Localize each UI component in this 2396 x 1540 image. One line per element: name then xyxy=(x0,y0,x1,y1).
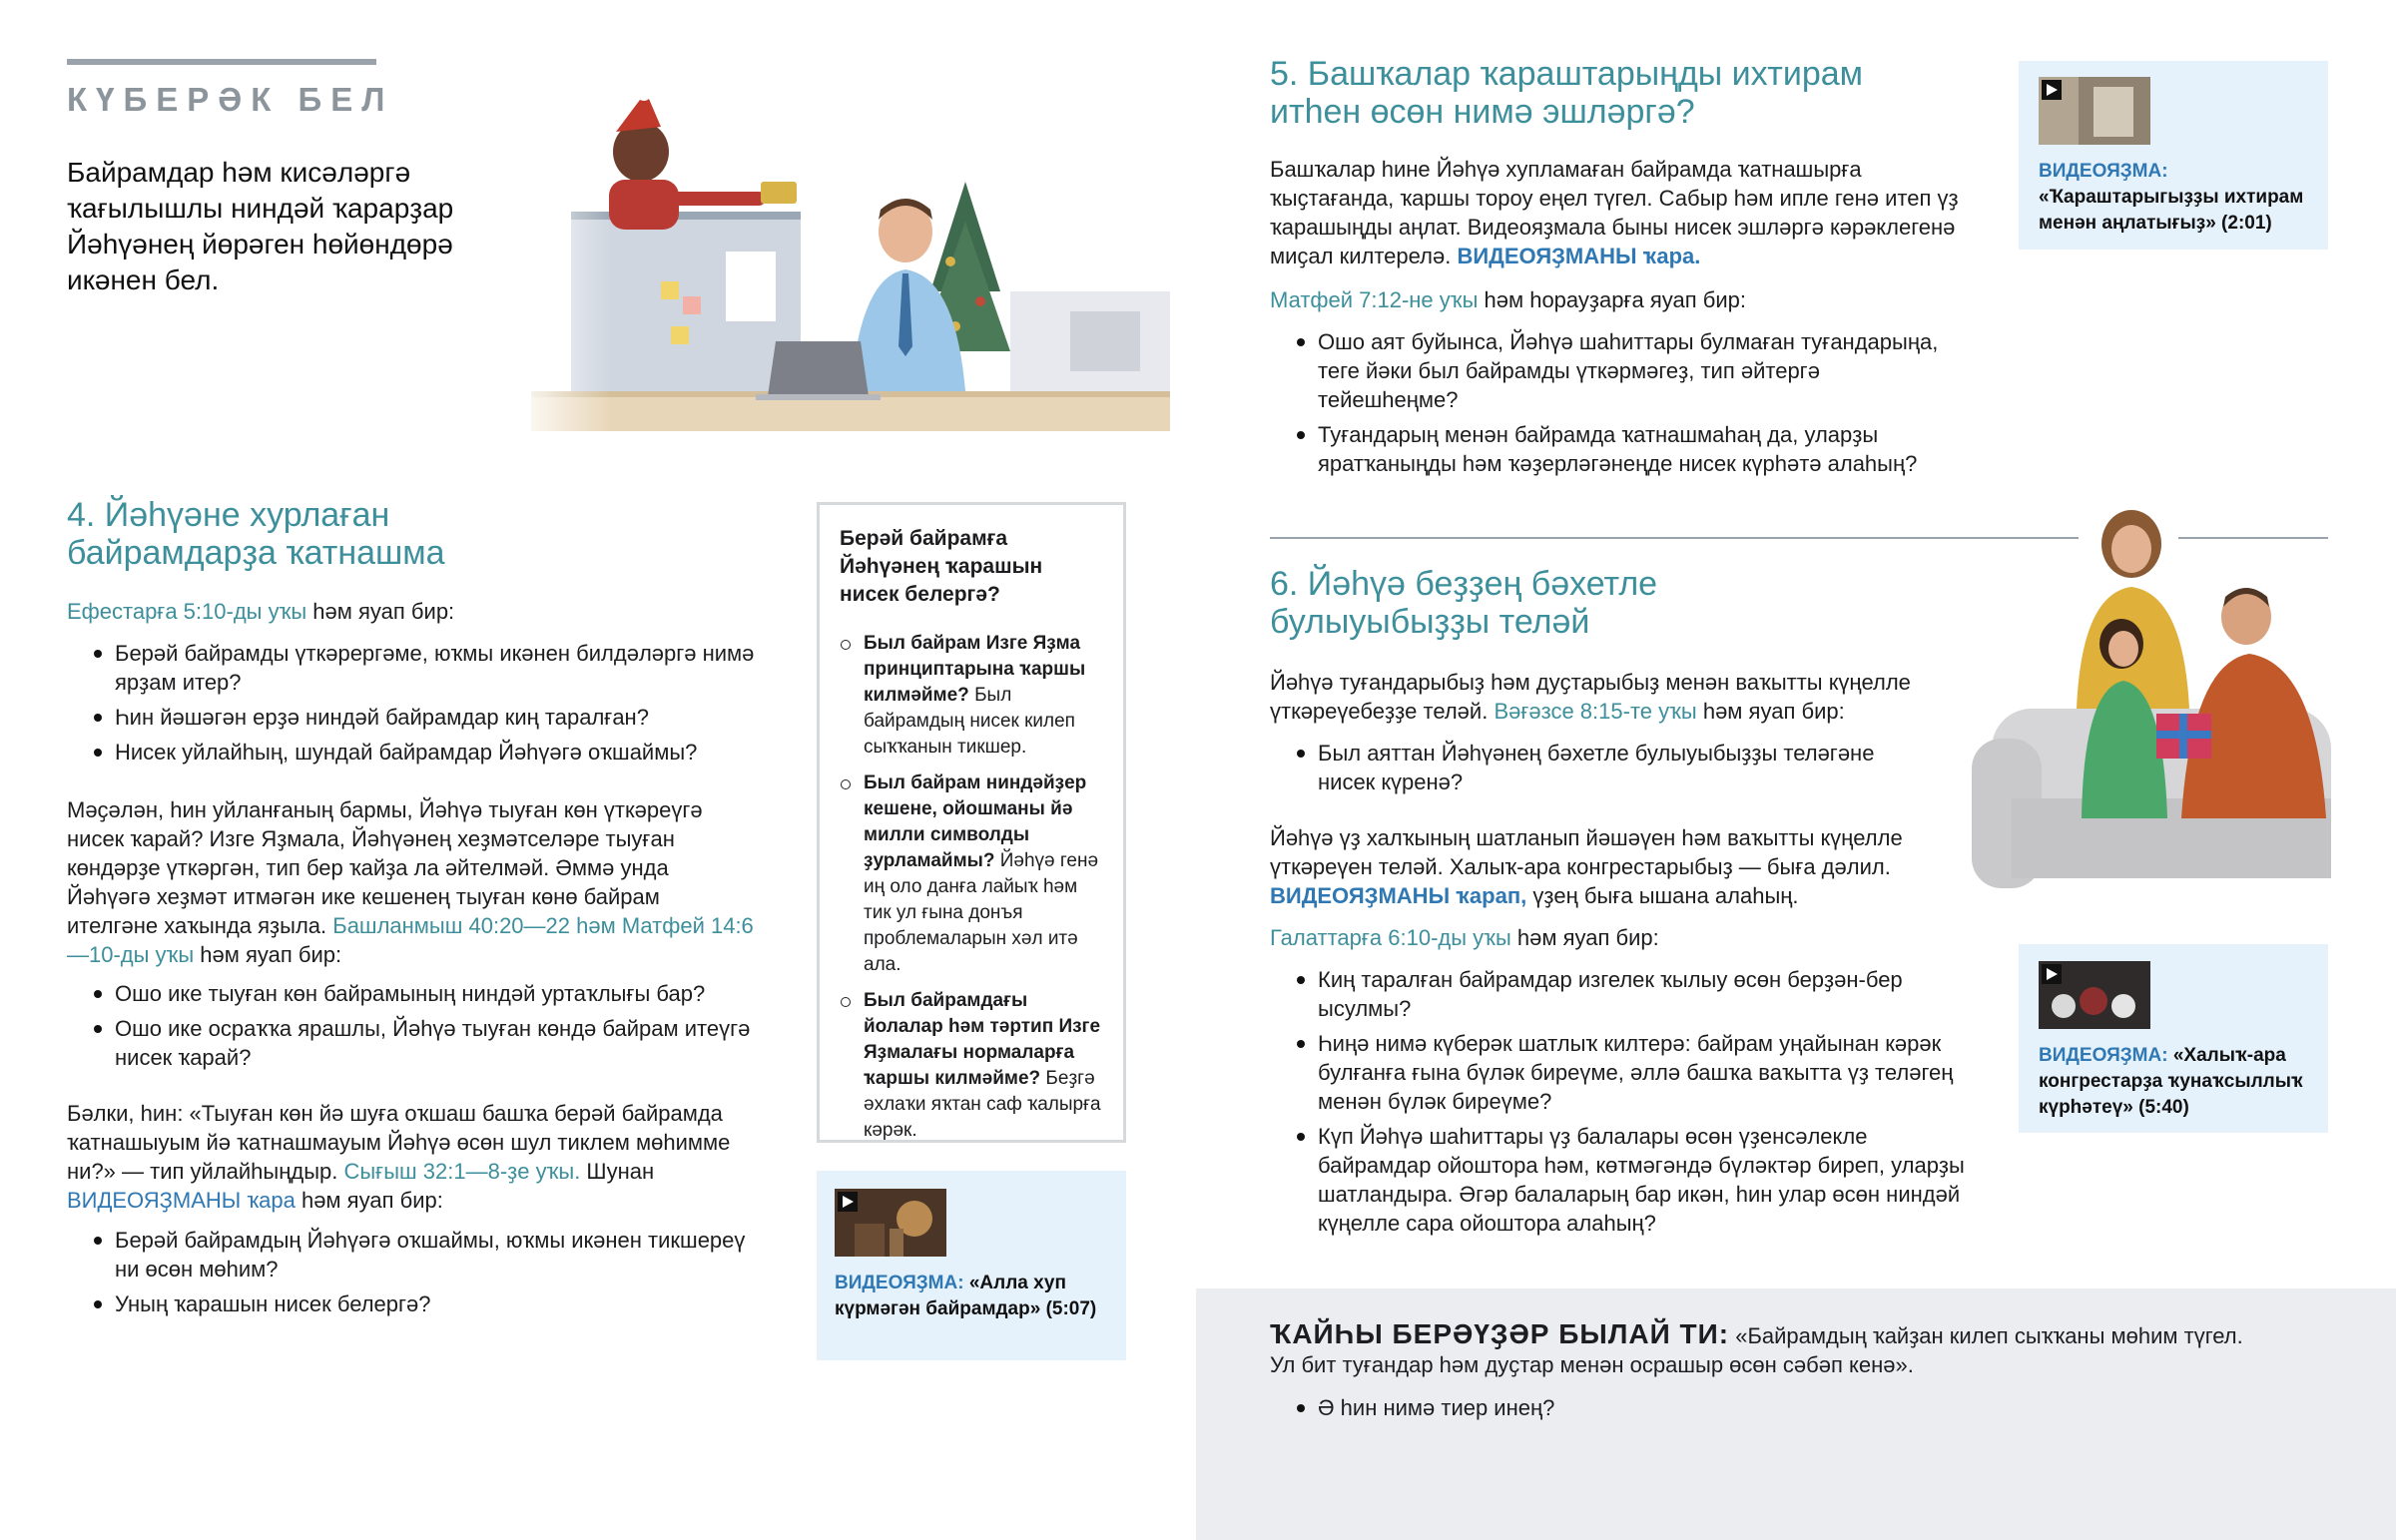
list-item: Нисек уйлайһың, шундай байрамдар Йәһүәгә оҡшаймы? xyxy=(67,738,756,767)
video-card-3[interactable] xyxy=(2019,944,2328,1133)
video-thumbnail[interactable] xyxy=(2039,77,2150,145)
list-item: Ошо аят буйынса, Йәһүә шаһиттары булмаған туғандарыңа, теге йәки был байрамды үткәрмәгеҙ, тип әйтергә тейешһеңме? xyxy=(1270,327,1959,414)
video-thumbnail[interactable] xyxy=(2039,961,2150,1029)
section-kicker: КҮБЕРӘК БЕЛ xyxy=(67,81,394,118)
video-caption: ВИДЕОЯҘМА: «Ҡараштарыгыҙҙы ихтирам менән аңлатығыҙ» (2:01) xyxy=(2039,161,2304,234)
section-4-paragraph-1: Мәҫәлән, һин уйланғаның бармы, Йәһүә тыуған көн үткәреүгә нисек ҡарай? Изге Яҙмала, Йәһүәнең хеҙмәтселәре тыуған көндәрҙе үткәргән, тип бер ҡайҙа ла әйтелмәй. Әммә унда Йәһүәгә хеҙмәт итмәгән ике кешенең тыуған көнө байрам ителгәне хаҡында яҙыла. Башланмыш 40:20—22 һәм Матфей 14:6—10-ды уҡы һәм яуап бир: xyxy=(67,797,754,967)
section-6-paragraph-1: Йәһүә туғандарыбыҙ һәм дуҫтарыбыҙ менән ваҡытты күңелле үткәреүебеҙҙе теләй. Вәғәзсе 8:15-те уҡы һәм яуап бир: xyxy=(1270,670,1911,724)
family-gift-illustration xyxy=(1972,499,2331,898)
section-4-questions-2 xyxy=(67,979,756,1078)
scripture-link[interactable]: Галаттарға 6:10-ды уҡы xyxy=(1270,925,1511,950)
section-6-title: 6. Йәһүә беҙҙең бәхетле булыуыбыҙҙы теләй xyxy=(1270,565,1658,641)
video-link[interactable]: ВИДЕОЯҘМАНЫ ҡара. xyxy=(1457,244,1701,268)
section-4-paragraph-2: Бәлки, һин: «Тыуған көн йә шуға оҡшаш башҡа берәй байрамда ҡатнашыуым йә ҡатнашмауым Йәһүә өсөн шул тиклем мөһимме ни?» — тип уйлайһыңдыр. Сығыш 32:1—8-ҙе уҡы. Шунан ВИДЕОЯҘМАНЫ ҡара һәм яуап бир: xyxy=(67,1101,731,1213)
box-question: Берәй байрамға Йәһүәнең ҡарашын нисек белергә? xyxy=(840,527,1043,606)
section-4-questions-1 xyxy=(67,639,756,772)
list-item: Ошо ике тыуған көн байрамының ниндәй уртаҡлығы бар? xyxy=(67,979,756,1008)
section-6-paragraph-2: Йәһүә үҙ халҡының шатланып йәшәүен һәм ваҡытты күңелле үткәреүен теләй. Халыҡ-ара конгрестарыбыҙ — быға дәлил. ВИДЕОЯҘМАНЫ ҡарап, үҙең быға ышана алаһың. xyxy=(1270,825,1903,908)
some-people-say-question xyxy=(1270,1393,1969,1428)
video-link[interactable]: ВИДЕОЯҘМАНЫ ҡарап, xyxy=(1270,883,1527,908)
holiday-checklist-box xyxy=(817,502,1126,1143)
list-item: Ошо ике осраҡҡа ярашлы, Йәһүә тыуған көндә байрам итеүгә нисек ҡарай? xyxy=(67,1014,756,1072)
some-people-say-text: ҠАЙҺЫ БЕРӘҮҘӘР БЫЛАЙ ТИ: «Байрамдың ҡайҙан килеп сыҡҡаны мөһим түгел. Ул бит туғандар һәм дуҫтар менән осрашыр өсөн сәбәп кенә». xyxy=(1270,1318,2243,1377)
list-item: Был байрамдағы йолалар һәм тәртип Изге Яҙмалағы нормаларға ҡаршы килмәйме? Беҙгә әхлаҡи яҡтан саф ҡалырға кәрәк. xyxy=(840,988,1103,1144)
scripture-link[interactable]: Сығыш 32:1—8-ҙе уҡы. xyxy=(343,1159,581,1184)
video-caption: ВИДЕОЯҘМА: «Алла хуп күрмәгән байрамдар» (5:07) xyxy=(835,1273,1097,1319)
list-item: Һин йәшәгән ерҙә ниндәй байрамдар киң таралған? xyxy=(67,703,756,732)
office-gift-illustration xyxy=(511,92,1180,469)
section-4-read-1: Ефестарға 5:10-ды уҡы һәм яуап бир: xyxy=(67,599,455,624)
section-divider xyxy=(1270,537,2079,539)
list-item: Күп Йәһүә шаһиттары үҙ балалары өсөн үҙенсәлекле байрамдар ойоштора һәм, көтмәгәндә бүләктәр биреп, уларҙы шатландыра. Әгәр балаларың бар икән, һин улар өсөн ниндәй күңелле сара ойоштора алаһың? xyxy=(1270,1122,1969,1238)
intro-text: Байрамдар һәм кисәләргә ҡағылышлы ниндәй ҡарарҙар Йәһүәнең йөрәген һөйөндөрә икәнен бел. xyxy=(67,157,454,295)
section-5-paragraph: Башҡалар һине Йәһүә хупламаған байрамда ҡатнашырға ҡыҫтағанда, ҡаршы тороу еңел түгел. Сабыр һәм ипле генә итеп үҙ ҡарашыңды аңлат. Видеояҙмала быны нисек эшләргә кәрәклегенә миҫал килтерелә. ВИДЕОЯҘМАНЫ ҡара. xyxy=(1270,157,1959,268)
top-rule xyxy=(67,59,376,65)
video-card-1[interactable] xyxy=(817,1171,1126,1360)
video-card-2[interactable] xyxy=(2019,61,2328,250)
list-item: Киң таралған байрамдар изгелек ҡылыу өсөн берҙән-бер ысулмы? xyxy=(1270,965,1969,1023)
list-item: Берәй байрамдың Йәһүәгә оҡшаймы, юҡмы икәнен тикшереү ни өсөн мөһим? xyxy=(67,1226,756,1283)
scripture-link[interactable]: Вәғәзсе 8:15-те уҡы xyxy=(1494,699,1697,724)
list-item: Һиңә нимә күберәк шатлыҡ килтерә: байрам уңайынан кәрәк булғанға ғына бүләк биреүме, әллә башҡа ваҡытта үҙ теләгең менән бүләк биреүме? xyxy=(1270,1029,1969,1116)
scripture-link[interactable]: Ефестарға 5:10-ды уҡы xyxy=(67,599,307,624)
box-checklist xyxy=(840,631,1103,1144)
video-caption: ВИДЕОЯҘМА: «Халыҡ-ара конгрестарҙа ҡунаҡсыллыҡ күрһәтеү» (5:40) xyxy=(2039,1045,2303,1118)
video-thumbnail[interactable] xyxy=(835,1189,946,1257)
section-6-questions-1 xyxy=(1270,739,1929,802)
list-item: Туғандарың менән байрамда ҡатнашмаһаң да, уларҙы яратҡаныңды һәм ҡәҙерләгәнеңде нисек күрһәтә алаһың? xyxy=(1270,420,1959,478)
section-4-title: 4. Йәһүәне хурлаған байрамдарҙа ҡатнашма xyxy=(67,496,445,572)
list-item: Был аяттан Йәһүәнең бәхетле булыуыбыҙҙы теләгәне нисек күренә? xyxy=(1270,739,1929,796)
list-item: Был байрам Изге Яҙма принциптарына ҡаршы килмәйме? Был байрамдың нисек килеп сыҡҡанын тикшер. xyxy=(840,631,1103,761)
scripture-link[interactable]: Матфей 7:12-не уҡы xyxy=(1270,287,1479,312)
list-item: Берәй байрамды үткәрергәме, юҡмы икәнен билдәләргә нимә ярҙам итер? xyxy=(67,639,756,697)
section-4-questions-3 xyxy=(67,1226,756,1324)
section-6-read: Галаттарға 6:10-ды уҡы һәм яуап бир: xyxy=(1270,925,1659,950)
section-6-questions-2 xyxy=(1270,965,1969,1244)
list-item: Был байрам ниндәйҙер кешене, ойошманы йә милли символды ҙурламаймы? Йәһүә генә иң оло данға лайыҡ һәм тик ул ғына донъя проблемаларын хәл итә ала. xyxy=(840,770,1103,978)
section-5-read: Матфей 7:12-не уҡы һәм һорауҙарға яуап бир: xyxy=(1270,287,1746,312)
scripture-link[interactable]: Башланмыш 40:20—22 һәм Матфей 14:6—10-ды уҡы xyxy=(67,913,754,967)
list-item: Уның ҡарашын нисек белергә? xyxy=(67,1289,756,1318)
section-5-questions xyxy=(1270,327,1959,484)
list-item: Ә һин нимә тиер инең? xyxy=(1270,1393,1969,1422)
video-link[interactable]: ВИДЕОЯҘМАНЫ ҡара xyxy=(67,1188,296,1213)
section-5-title: 5. Башҡалар ҡараштарыңды ихтирам итһен өсөн нимә эшләргә? xyxy=(1270,55,1864,131)
